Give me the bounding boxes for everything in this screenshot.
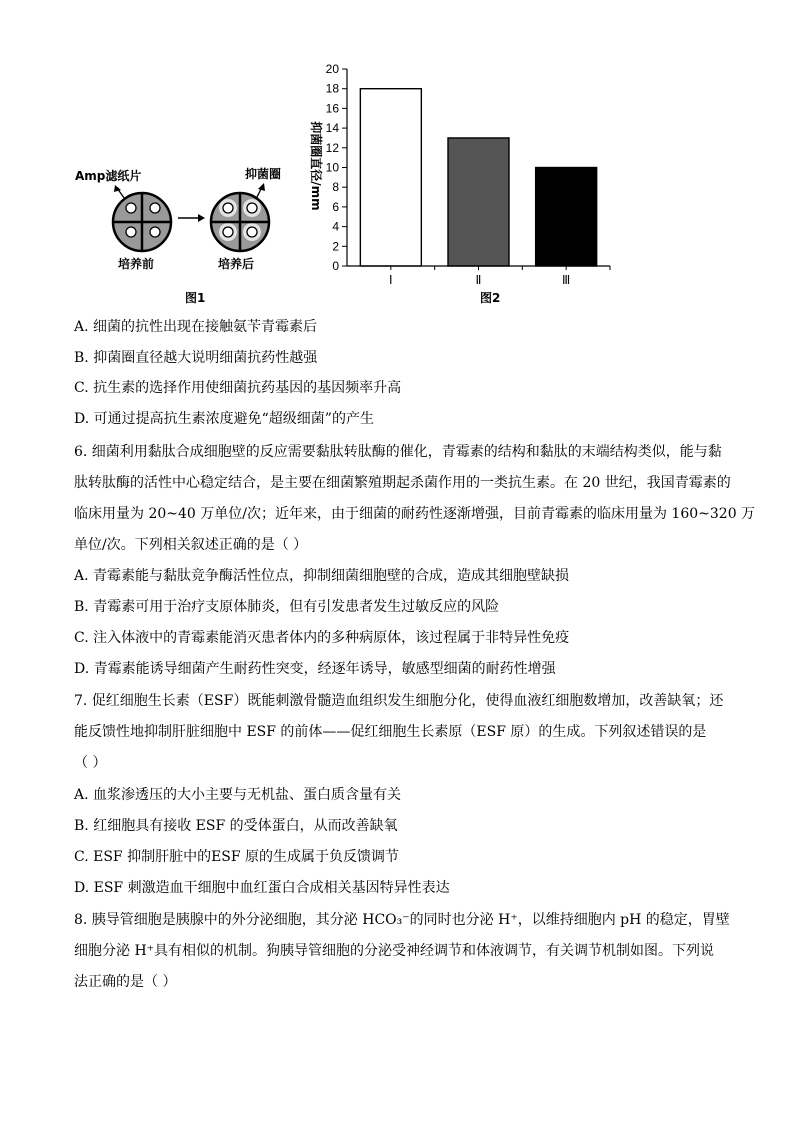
x-tick-label: Ⅰ bbox=[389, 273, 393, 287]
y-tick-label: 2 bbox=[332, 239, 339, 254]
label-filter: Amp滤纸片 bbox=[75, 169, 142, 183]
y-tick-label: 18 bbox=[325, 81, 339, 96]
figure1 bbox=[75, 166, 281, 305]
y-tick-label: 12 bbox=[325, 140, 339, 155]
arrow-zone-head bbox=[258, 183, 265, 191]
y-tick-label: 20 bbox=[325, 62, 339, 76]
label-after: 培养后 bbox=[218, 257, 255, 271]
figure-area bbox=[0, 0, 794, 312]
dish-after bbox=[211, 193, 269, 251]
x-tick-label: Ⅱ bbox=[475, 273, 482, 287]
q7-line-1: 7. 促红细胞生长素（ESF）既能刺激骨髓造血组织发生细胞分化，使得血液红细胞数增加，改善缺氧；还 bbox=[74, 693, 724, 709]
figures-svg bbox=[0, 0, 794, 312]
arrow-filter-head bbox=[114, 185, 121, 192]
q7-line-2: 能反馈性地抑制肝脏细胞中 ESF 的前体——促红细胞生长素原（ESF 原）的生成。下列叙述错误的是 bbox=[74, 724, 707, 740]
y-tick-label: 6 bbox=[332, 199, 339, 214]
y-tick-label: 4 bbox=[332, 219, 339, 234]
q6-line-1: 6. 细菌利用黏肽合成细胞壁的反应需要黏肽转肽酶的催化，青霉素的结构和黏肽的末端结构类似，能与黏 bbox=[74, 444, 722, 460]
q8-line-1: 8. 胰导管细胞是胰腺中的外分泌细胞，其分泌 HCO₃⁻的同时也分泌 H⁺，以维持细胞内 pH 的稳定，胃壁 bbox=[74, 912, 730, 928]
q6-option-b: B. 青霉素可用于治疗支原体肺炎，但有引发患者发生过敏反应的风险 bbox=[74, 599, 500, 615]
x-tick-label: Ⅲ bbox=[562, 273, 571, 287]
q8-line-2: 细胞分泌 H⁺具有相似的机制。狗胰导管细胞的分泌受神经调节和体液调节，有关调节机制如图。下列说 bbox=[74, 943, 715, 959]
figure2-caption: 图2 bbox=[480, 291, 501, 305]
q7-option-c: C. ESF 抑制肝脏中的ESF 原的生成属于负反馈调节 bbox=[74, 849, 400, 865]
bar-1 bbox=[360, 89, 421, 266]
q6-line-3: 临床用量为 20~40 万单位/次；近年来，由于细菌的耐药性逐渐增强，目前青霉素的临床用量为 160~320 万 bbox=[74, 506, 756, 522]
chart-ylabel: 抑菌圈直径/mm bbox=[309, 121, 323, 211]
y-tick-label: 16 bbox=[325, 101, 339, 116]
q5-option-c: C. 抗生素的选择作用使细菌抗药基因的基因频率升高 bbox=[74, 380, 402, 396]
q6-option-d: D. 青霉素能诱导细菌产生耐药性突变，经逐年诱导，敏感型细菌的耐药性增强 bbox=[74, 661, 556, 677]
arrow-culture-head bbox=[198, 214, 205, 222]
y-tick-label: 14 bbox=[325, 121, 339, 136]
y-tick-label: 8 bbox=[332, 180, 339, 195]
q7-option-a: A. 血浆渗透压的大小主要与无机盐、蛋白质含量有关 bbox=[74, 787, 402, 803]
q5-option-a: A. 细菌的抗性出现在接触氨苄青霉素后 bbox=[74, 319, 318, 335]
bars bbox=[360, 89, 596, 266]
x-axis bbox=[347, 266, 610, 287]
label-zone: 抑菌圈 bbox=[245, 167, 282, 181]
y-tick-label: 0 bbox=[332, 259, 339, 273]
figure2-chart bbox=[309, 62, 610, 305]
q7-line-3: （ ） bbox=[74, 755, 107, 771]
y-axis bbox=[326, 62, 347, 273]
q5-option-b: B. 抑菌圈直径越大说明细菌抗药性越强 bbox=[74, 350, 318, 366]
q7-option-b: B. 红细胞具有接收 ESF 的受体蛋白，从而改善缺氧 bbox=[74, 818, 398, 834]
bar-3 bbox=[536, 168, 597, 267]
label-before: 培养前 bbox=[118, 257, 155, 271]
bar-2 bbox=[448, 138, 509, 266]
q8-line-3: 法正确的是（ ） bbox=[74, 974, 177, 990]
q6-line-4: 单位/次。下列相关叙述正确的是（ ） bbox=[74, 537, 308, 553]
q6-option-a: A. 青霉素能与黏肽竞争酶活性位点，抑制细菌细胞壁的合成，造成其细胞壁缺损 bbox=[74, 568, 570, 584]
dish-before bbox=[113, 193, 171, 251]
y-tick-label: 10 bbox=[325, 160, 339, 175]
figure1-caption: 图1 bbox=[185, 291, 206, 305]
q7-option-d: D. ESF 刺激造血干细胞中血红蛋白合成相关基因特异性表达 bbox=[74, 880, 450, 896]
q6-line-2: 肽转肽酶的活性中心稳定结合，是主要在细菌繁殖期起杀菌作用的一类抗生素。在 20 世纪，我国青霉素的 bbox=[74, 475, 731, 491]
q5-option-d: D. 可通过提高抗生素浓度避免“超级细菌”的产生 bbox=[74, 411, 374, 427]
q6-option-c: C. 注入体液中的青霉素能消灭患者体内的多种病原体，该过程属于非特异性免疫 bbox=[74, 630, 570, 646]
